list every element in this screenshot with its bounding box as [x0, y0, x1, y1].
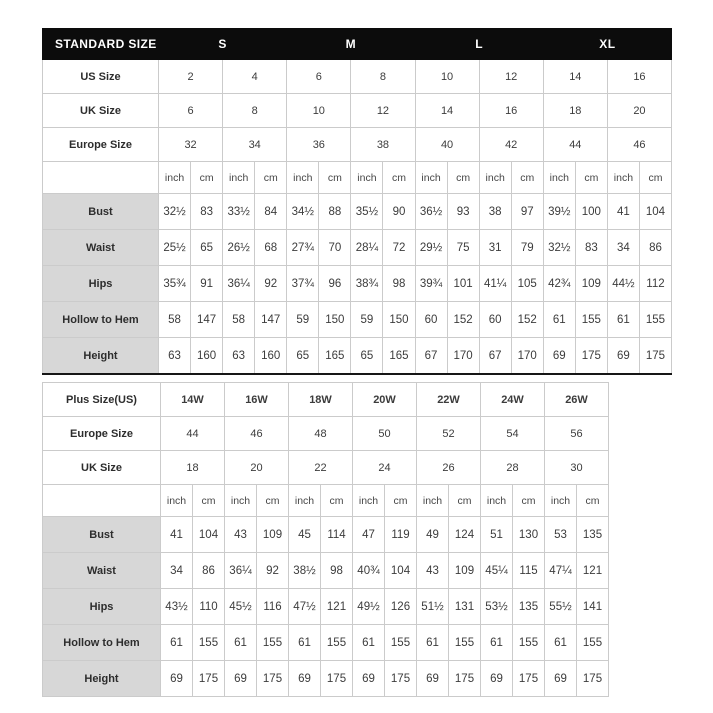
plus-size-us-value: 18W: [289, 383, 353, 417]
unit-label: inch: [159, 162, 191, 194]
bust-value: 33½: [223, 194, 255, 230]
height-value: 175: [513, 661, 545, 697]
bust-value: 47: [353, 517, 385, 553]
bust-value: 93: [447, 194, 479, 230]
bust-value: 124: [449, 517, 481, 553]
height-value: 165: [319, 338, 351, 375]
size-group-s: S: [159, 29, 287, 60]
bust-value: 97: [511, 194, 543, 230]
bust-value: 49: [417, 517, 449, 553]
uk-size-value: 20: [225, 451, 289, 485]
waist-value: 86: [193, 553, 225, 589]
bust-value: 38: [479, 194, 511, 230]
bust-value: 45: [289, 517, 321, 553]
table-title: STANDARD SIZE: [43, 29, 159, 60]
uk-size-value: 12: [351, 94, 415, 128]
unit-label: inch: [543, 162, 575, 194]
height-value: 67: [479, 338, 511, 375]
waist-value: 115: [513, 553, 545, 589]
hips-value: 98: [383, 266, 415, 302]
waist-value: 86: [639, 230, 671, 266]
europe-size-value: 38: [351, 128, 415, 162]
europe-size-value: 40: [415, 128, 479, 162]
height-value: 65: [351, 338, 383, 375]
waist-value: 104: [385, 553, 417, 589]
bust-row: [43, 194, 672, 230]
plus-size-table: [42, 382, 609, 697]
hollow-to-hem-value: 58: [223, 302, 255, 338]
waist-value: 109: [449, 553, 481, 589]
height-value: 69: [607, 338, 639, 375]
row-label-hollow-to-hem: Hollow to Hem: [43, 625, 161, 661]
height-value: 160: [191, 338, 223, 375]
unit-label: cm: [575, 162, 607, 194]
hollow-to-hem-value: 155: [575, 302, 607, 338]
plus-size-us-value: 14W: [161, 383, 225, 417]
waist-value: 25½: [159, 230, 191, 266]
unit-label: cm: [193, 485, 225, 517]
hips-value: 45½: [225, 589, 257, 625]
table-header-row: [43, 29, 672, 60]
unit-label: inch: [223, 162, 255, 194]
height-value: 170: [511, 338, 543, 375]
height-value: 175: [385, 661, 417, 697]
row-label-uk-size: UK Size: [43, 94, 159, 128]
row-label-hips: Hips: [43, 266, 159, 302]
europe-size-value: 44: [543, 128, 607, 162]
bust-value: 41: [607, 194, 639, 230]
hips-value: 135: [513, 589, 545, 625]
hips-value: 55½: [545, 589, 577, 625]
unit-label: inch: [481, 485, 513, 517]
bust-value: 41: [161, 517, 193, 553]
hips-value: 49½: [353, 589, 385, 625]
bust-value: 84: [255, 194, 287, 230]
us-size-value: 4: [223, 60, 287, 94]
height-value: 175: [575, 338, 607, 375]
height-value: 165: [383, 338, 415, 375]
plus-size-us-value: 24W: [481, 383, 545, 417]
height-value: 69: [543, 338, 575, 375]
height-value: 63: [223, 338, 255, 375]
hollow-to-hem-value: 155: [639, 302, 671, 338]
height-value: 170: [447, 338, 479, 375]
row-label-europe-size: Europe Size: [43, 417, 161, 451]
unit-label: inch: [417, 485, 449, 517]
bust-value: 109: [257, 517, 289, 553]
row-label-waist: Waist: [43, 553, 161, 589]
hips-value: 126: [385, 589, 417, 625]
row-label-waist: Waist: [43, 230, 159, 266]
waist-value: 72: [383, 230, 415, 266]
hollow-to-hem-value: 147: [255, 302, 287, 338]
waist-value: 121: [577, 553, 609, 589]
waist-value: 32½: [543, 230, 575, 266]
waist-value: 65: [191, 230, 223, 266]
hips-value: 110: [193, 589, 225, 625]
hips-value: 96: [319, 266, 351, 302]
hollow-to-hem-value: 150: [383, 302, 415, 338]
waist-value: 28¼: [351, 230, 383, 266]
unit-label: cm: [577, 485, 609, 517]
unit-label: cm: [511, 162, 543, 194]
waist-value: 92: [257, 553, 289, 589]
waist-value: 70: [319, 230, 351, 266]
europe-size-value: 46: [225, 417, 289, 451]
unit-label: cm: [449, 485, 481, 517]
europe-size-value: 54: [481, 417, 545, 451]
hips-value: 38¾: [351, 266, 383, 302]
hips-value: 101: [447, 266, 479, 302]
europe-size-value: 36: [287, 128, 351, 162]
height-value: 69: [481, 661, 513, 697]
size-group-xl: XL: [543, 29, 671, 60]
unit-label: cm: [257, 485, 289, 517]
bust-value: 90: [383, 194, 415, 230]
hips-value: 42¾: [543, 266, 575, 302]
height-value: 69: [161, 661, 193, 697]
height-value: 175: [193, 661, 225, 697]
bust-value: 43: [225, 517, 257, 553]
hollow-to-hem-value: 58: [159, 302, 191, 338]
hips-row: [43, 266, 672, 302]
hips-value: 92: [255, 266, 287, 302]
height-value: 175: [257, 661, 289, 697]
hollow-to-hem-value: 155: [321, 625, 353, 661]
hollow-to-hem-value: 60: [479, 302, 511, 338]
height-row: [43, 338, 672, 375]
uk-size-value: 6: [159, 94, 223, 128]
height-value: 63: [159, 338, 191, 375]
bust-value: 114: [321, 517, 353, 553]
waist-value: 34: [607, 230, 639, 266]
hollow-to-hem-value: 155: [513, 625, 545, 661]
height-value: 65: [287, 338, 319, 375]
waist-row: [43, 553, 609, 589]
hollow-to-hem-value: 155: [257, 625, 289, 661]
unit-label: cm: [191, 162, 223, 194]
uk-size-value: 20: [607, 94, 671, 128]
size-group-l: L: [415, 29, 543, 60]
height-value: 175: [321, 661, 353, 697]
hollow-to-hem-value: 59: [287, 302, 319, 338]
hips-value: 121: [321, 589, 353, 625]
unit-label: inch: [607, 162, 639, 194]
standard-size-table: [42, 28, 672, 375]
row-label-plus-size-us: Plus Size(US): [43, 383, 161, 417]
bust-value: 104: [193, 517, 225, 553]
hollow-to-hem-value: 155: [577, 625, 609, 661]
hollow-to-hem-value: 59: [351, 302, 383, 338]
plus-size-us-value: 20W: [353, 383, 417, 417]
waist-value: 34: [161, 553, 193, 589]
hips-value: 35¾: [159, 266, 191, 302]
unit-label: cm: [321, 485, 353, 517]
uk-size-value: 24: [353, 451, 417, 485]
unit-row: [43, 485, 609, 517]
unit-label: cm: [639, 162, 671, 194]
waist-value: 31: [479, 230, 511, 266]
waist-value: 98: [321, 553, 353, 589]
hollow-to-hem-value: 61: [545, 625, 577, 661]
bust-value: 36½: [415, 194, 447, 230]
height-value: 175: [639, 338, 671, 375]
us-size-value: 12: [479, 60, 543, 94]
hips-value: 141: [577, 589, 609, 625]
uk-size-value: 26: [417, 451, 481, 485]
uk-size-row: [43, 451, 609, 485]
plus-size-us-value: 16W: [225, 383, 289, 417]
us-size-value: 16: [607, 60, 671, 94]
unit-label: cm: [447, 162, 479, 194]
hips-value: 53½: [481, 589, 513, 625]
unit-label: inch: [351, 162, 383, 194]
us-size-value: 6: [287, 60, 351, 94]
row-label-hips: Hips: [43, 589, 161, 625]
unit-label: inch: [225, 485, 257, 517]
waist-value: 36¼: [225, 553, 257, 589]
europe-size-value: 48: [289, 417, 353, 451]
unit-label: cm: [383, 162, 415, 194]
unit-row-spacer: [43, 485, 161, 517]
waist-value: 68: [255, 230, 287, 266]
height-value: 69: [225, 661, 257, 697]
unit-label: cm: [319, 162, 351, 194]
height-value: 69: [353, 661, 385, 697]
height-value: 69: [289, 661, 321, 697]
plus-size-us-value: 22W: [417, 383, 481, 417]
uk-size-value: 28: [481, 451, 545, 485]
row-label-bust: Bust: [43, 194, 159, 230]
hollow-to-hem-value: 61: [353, 625, 385, 661]
hips-value: 131: [449, 589, 481, 625]
hips-value: 39¾: [415, 266, 447, 302]
uk-size-value: 18: [543, 94, 607, 128]
europe-size-value: 56: [545, 417, 609, 451]
uk-size-value: 14: [415, 94, 479, 128]
unit-label: inch: [479, 162, 511, 194]
hollow-to-hem-value: 150: [319, 302, 351, 338]
europe-size-value: 44: [161, 417, 225, 451]
europe-size-row: [43, 128, 672, 162]
bust-value: 83: [191, 194, 223, 230]
bust-value: 53: [545, 517, 577, 553]
hollow-to-hem-value: 152: [511, 302, 543, 338]
bust-value: 100: [575, 194, 607, 230]
plus-size-us-row: [43, 383, 609, 417]
row-label-uk-size: UK Size: [43, 451, 161, 485]
hollow-to-hem-value: 147: [191, 302, 223, 338]
hollow-to-hem-value: 61: [417, 625, 449, 661]
unit-label: cm: [255, 162, 287, 194]
bust-value: 35½: [351, 194, 383, 230]
waist-value: 40¾: [353, 553, 385, 589]
hips-value: 116: [257, 589, 289, 625]
unit-label: inch: [287, 162, 319, 194]
unit-label: cm: [513, 485, 545, 517]
unit-label: inch: [161, 485, 193, 517]
hollow-to-hem-value: 60: [415, 302, 447, 338]
hips-value: 105: [511, 266, 543, 302]
waist-value: 79: [511, 230, 543, 266]
europe-size-row: [43, 417, 609, 451]
height-row: [43, 661, 609, 697]
height-value: 69: [545, 661, 577, 697]
bust-value: 39½: [543, 194, 575, 230]
hollow-to-hem-value: 152: [447, 302, 479, 338]
bust-value: 104: [639, 194, 671, 230]
hips-value: 51½: [417, 589, 449, 625]
uk-size-row: [43, 94, 672, 128]
europe-size-value: 50: [353, 417, 417, 451]
waist-value: 83: [575, 230, 607, 266]
hollow-to-hem-value: 61: [225, 625, 257, 661]
europe-size-value: 32: [159, 128, 223, 162]
height-value: 175: [449, 661, 481, 697]
hips-value: 109: [575, 266, 607, 302]
hollow-to-hem-value: 61: [161, 625, 193, 661]
waist-value: 27¾: [287, 230, 319, 266]
unit-label: inch: [415, 162, 447, 194]
uk-size-value: 16: [479, 94, 543, 128]
hollow-to-hem-row: [43, 625, 609, 661]
height-value: 67: [415, 338, 447, 375]
hips-value: 112: [639, 266, 671, 302]
waist-value: 47¼: [545, 553, 577, 589]
row-label-bust: Bust: [43, 517, 161, 553]
europe-size-value: 52: [417, 417, 481, 451]
bust-value: 119: [385, 517, 417, 553]
unit-row: [43, 162, 672, 194]
us-size-value: 8: [351, 60, 415, 94]
bust-value: 34½: [287, 194, 319, 230]
hips-value: 91: [191, 266, 223, 302]
uk-size-value: 30: [545, 451, 609, 485]
bust-row: [43, 517, 609, 553]
height-value: 160: [255, 338, 287, 375]
plus-size-us-value: 26W: [545, 383, 609, 417]
waist-value: 43: [417, 553, 449, 589]
bust-value: 51: [481, 517, 513, 553]
us-size-value: 2: [159, 60, 223, 94]
unit-label: cm: [385, 485, 417, 517]
unit-label: inch: [289, 485, 321, 517]
row-label-hollow-to-hem: Hollow to Hem: [43, 302, 159, 338]
row-label-europe-size: Europe Size: [43, 128, 159, 162]
hollow-to-hem-value: 61: [543, 302, 575, 338]
uk-size-value: 18: [161, 451, 225, 485]
bust-value: 130: [513, 517, 545, 553]
hollow-to-hem-value: 155: [385, 625, 417, 661]
hollow-to-hem-value: 61: [481, 625, 513, 661]
unit-label: inch: [545, 485, 577, 517]
hollow-to-hem-row: [43, 302, 672, 338]
uk-size-value: 22: [289, 451, 353, 485]
us-size-row: [43, 60, 672, 94]
us-size-value: 10: [415, 60, 479, 94]
height-value: 175: [577, 661, 609, 697]
us-size-value: 14: [543, 60, 607, 94]
hollow-to-hem-value: 61: [607, 302, 639, 338]
waist-value: 45¼: [481, 553, 513, 589]
row-label-height: Height: [43, 338, 159, 375]
hips-value: 37¾: [287, 266, 319, 302]
height-value: 69: [417, 661, 449, 697]
bust-value: 32½: [159, 194, 191, 230]
hips-value: 43½: [161, 589, 193, 625]
unit-row-spacer: [43, 162, 159, 194]
bust-value: 88: [319, 194, 351, 230]
hips-value: 47½: [289, 589, 321, 625]
row-label-height: Height: [43, 661, 161, 697]
size-group-m: M: [287, 29, 415, 60]
hollow-to-hem-value: 61: [289, 625, 321, 661]
bust-value: 135: [577, 517, 609, 553]
europe-size-value: 42: [479, 128, 543, 162]
waist-value: 29½: [415, 230, 447, 266]
row-label-us-size: US Size: [43, 60, 159, 94]
hollow-to-hem-value: 155: [449, 625, 481, 661]
unit-label: inch: [353, 485, 385, 517]
hips-row: [43, 589, 609, 625]
uk-size-value: 10: [287, 94, 351, 128]
europe-size-value: 46: [607, 128, 671, 162]
hips-value: 44½: [607, 266, 639, 302]
waist-row: [43, 230, 672, 266]
waist-value: 75: [447, 230, 479, 266]
uk-size-value: 8: [223, 94, 287, 128]
waist-value: 38½: [289, 553, 321, 589]
hollow-to-hem-value: 155: [193, 625, 225, 661]
hips-value: 41¼: [479, 266, 511, 302]
europe-size-value: 34: [223, 128, 287, 162]
waist-value: 26½: [223, 230, 255, 266]
hips-value: 36¼: [223, 266, 255, 302]
